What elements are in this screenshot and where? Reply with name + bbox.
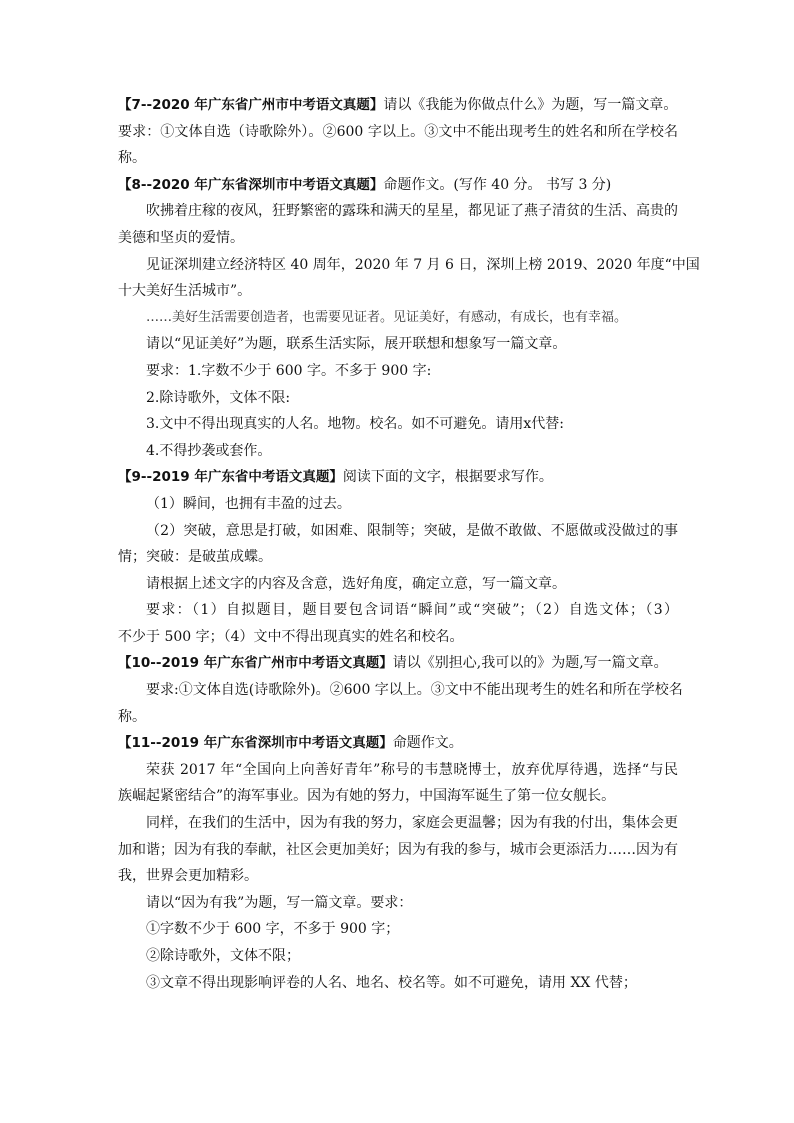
- q9-source-label: 【9--2019 年广东省中考语文真题】: [118, 469, 343, 486]
- q8-requirement-4: 4.不得抄袭或套作。: [146, 442, 272, 459]
- q10-requirements: 要求:①文体自选(诗歌除外)。②600 字以上。③文中不能出现考生的姓名和所在学校名: [146, 682, 683, 699]
- q9-item-2-cont: 情；突破：是破茧成蝶。: [118, 549, 272, 566]
- q11-paragraph-2: 同样，在我们的生活中，因为有我的努力，家庭会更温馨；因为有我的付出，集体会更: [146, 815, 678, 832]
- q8-paragraph-1-cont: 美德和坚贞的爱情。: [118, 229, 244, 246]
- q10-heading-line: [118, 650, 678, 677]
- q8-instruction: 请以“见证美好”为题，联系生活实际，展开联想和想象写一篇文章。: [146, 336, 567, 353]
- q11-paragraph-1-cont: 族崛起紧密结合”的海军事业。因为有她的努力，中国海军诞生了第一位女舰长。: [118, 788, 616, 805]
- q7-heading-line: [118, 92, 678, 119]
- q10-source-label: 【10--2019 年广东省广州市中考语文真题】: [118, 655, 393, 672]
- q9-instruction: 请根据上述文字的内容及含意，选好角度，确定立意，写一篇文章。: [146, 575, 566, 592]
- q8-paragraph-3: ……美好生活需要创造者，也需要见证者。见证美好，有感动，有成长，也有幸福。: [146, 309, 628, 325]
- q8-requirement-3: 3.文中不得出现真实的人名。地物。校名。如不可避免。请用x代替:: [146, 416, 564, 433]
- q11-paragraph-1: 荣获 2017 年“全国向上向善好青年”称号的韦慧晓博士，放弃优厚待遇，选择“与民: [146, 761, 678, 778]
- q11-paragraph-2-end: 我，世界会更加精彩。: [118, 868, 258, 885]
- q11-heading-line: [118, 730, 678, 757]
- document-body: [118, 92, 700, 996]
- q9-item-1: （1）瞬间，也拥有丰盈的过去。: [146, 495, 351, 512]
- q11-paragraph-2-cont: 加和谐；因为有我的奉献，社区会更加美好；因为有我的参与，城市会更添活力……因为有: [118, 841, 678, 858]
- q7-source-label: 【7--2020 年广东省广州市中考语文真题】: [118, 97, 384, 113]
- q11-requirement-2: ②除诗歌外，文体不限；: [146, 948, 300, 964]
- q9-prompt: 阅读下面的文字，根据要求写作。: [342, 469, 553, 486]
- q7-requirements: 要求：①文体自选（诗歌除外）。②600 字以上。③文中不能出现考生的姓名和所在学校名: [118, 123, 678, 140]
- q10-requirements-cont: 称。: [118, 708, 146, 725]
- q11-source-label: 【11--2019 年广东省深圳市中考语文真题】: [118, 735, 393, 752]
- q7-prompt: 请以《我能为你做点什么》为题，写一篇文章。: [383, 97, 678, 113]
- q10-prompt: 请以《别担心,我可以的》为题,写一篇文章。: [392, 655, 668, 672]
- q11-requirement-1: ①字数不少于 600 字，不多于 900 字；: [146, 921, 400, 938]
- q9-requirements-cont: 不少于 500 字；（4）文中不得出现真实的姓名和校名。: [118, 628, 464, 645]
- q8-paragraph-2-cont: 十大美好生活城市”。: [118, 283, 252, 300]
- q9-heading-line: [118, 464, 678, 491]
- q7-requirements-cont: 称。: [118, 150, 146, 167]
- q11-instruction: 请以“因为有我”为题，写一篇文章。要求：: [146, 894, 413, 911]
- q11-requirement-3: ③文章不得出现影响评卷的人名、地名、校名等。如不可避免，请用 XX 代替；: [146, 974, 637, 991]
- q8-paragraph-2: 见证深圳建立经济特区 40 周年，2020 年 7 月 6 日，深圳上榜 2019、2020 年度“中国: [146, 256, 700, 273]
- q9-item-2: （2）突破，意思是打破，如困难、限制等；突破，是做不敢做、不愿做或没做过的事: [146, 522, 678, 539]
- q9-requirements: 要求：（1）自拟题目，题目要包含词语“瞬间”或“突破”；（2）自选文体；（3）: [146, 602, 678, 619]
- q8-prompt: 命题作文。(写作 40 分。 书写 3 分): [383, 176, 612, 193]
- q8-heading-line: [118, 172, 678, 199]
- q8-requirement-1: 要求：1.字数不少于 600 字。不多于 900 字:: [146, 362, 432, 379]
- q8-source-label: 【8--2020 年广东省深圳市中考语文真题】: [118, 176, 384, 193]
- q11-prompt: 命题作文。: [392, 735, 463, 752]
- q8-requirement-2: 2.除诗歌外，文体不限:: [146, 389, 291, 406]
- q8-paragraph-1: 吹拂着庄稼的夜风，狂野繁密的露珠和满天的星星，都见证了燕子清贫的生活、高贵的: [146, 203, 678, 220]
